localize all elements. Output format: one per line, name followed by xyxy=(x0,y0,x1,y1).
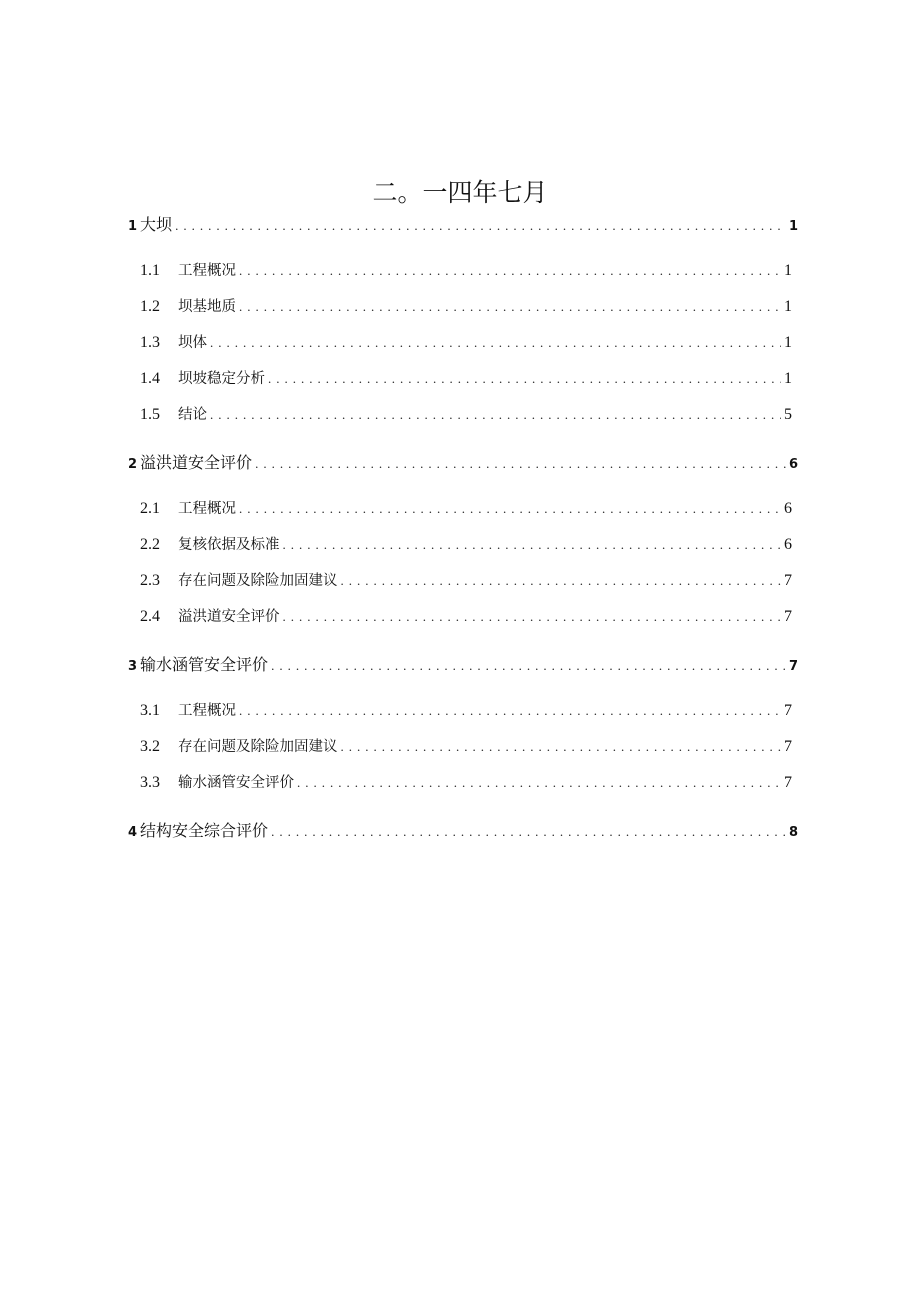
toc-dot-leader xyxy=(210,403,781,427)
toc-number: 1.2 xyxy=(140,298,160,315)
toc-page-number: 1 xyxy=(784,370,792,387)
toc-number: 2.1 xyxy=(140,500,160,517)
toc-number: 3.2 xyxy=(140,738,160,755)
toc-entry-3[interactable] xyxy=(128,653,798,677)
toc-page-number: 6 xyxy=(784,500,792,517)
toc-number: 1 xyxy=(128,219,138,234)
toc-dot-leader xyxy=(271,820,786,844)
toc-page-number: 6 xyxy=(784,536,792,553)
toc-title: 复核依据及标准 xyxy=(178,537,280,553)
toc-number: 3.3 xyxy=(140,774,160,791)
toc-number: 1.1 xyxy=(140,262,160,279)
toc-title: 存在问题及除险加固建议 xyxy=(178,739,338,755)
toc-dot-leader xyxy=(283,533,782,557)
toc-dot-leader xyxy=(297,771,781,795)
toc-entry-1-1[interactable] xyxy=(140,259,792,283)
toc-title: 存在问题及除险加固建议 xyxy=(178,573,338,589)
toc-dot-leader xyxy=(255,452,786,476)
toc-dot-leader xyxy=(175,214,786,238)
toc-dot-leader xyxy=(283,605,782,629)
toc-entry-2-1[interactable] xyxy=(140,497,792,521)
toc-number: 2.2 xyxy=(140,536,160,553)
toc-title: 输水涵管安全评价 xyxy=(140,655,269,674)
toc-dot-leader xyxy=(239,259,781,283)
toc-title: 工程概况 xyxy=(178,501,236,517)
toc-entry-1-4[interactable] xyxy=(140,367,792,391)
toc-number: 4 xyxy=(128,825,138,840)
toc-page-number: 1 xyxy=(784,298,792,315)
toc-page-number: 1 xyxy=(784,262,792,279)
toc-entry-3-3[interactable] xyxy=(140,771,792,795)
toc-title: 坝体 xyxy=(178,335,207,351)
toc-dot-leader xyxy=(271,654,786,678)
toc-entry-2-3[interactable] xyxy=(140,569,792,593)
toc-title: 坝坡稳定分析 xyxy=(178,371,265,387)
toc-dot-leader xyxy=(239,699,781,723)
toc-page-number: 7 xyxy=(784,738,792,755)
toc-dot-leader xyxy=(239,497,781,521)
toc-title: 工程概况 xyxy=(178,703,236,719)
toc-number: 3 xyxy=(128,659,138,674)
toc-entry-1[interactable] xyxy=(128,213,798,237)
toc-number: 1.5 xyxy=(140,406,160,423)
toc-title: 工程概况 xyxy=(178,263,236,279)
toc-entry-2-2[interactable] xyxy=(140,533,792,557)
toc-page-number: 7 xyxy=(784,572,792,589)
toc-page-number: 7 xyxy=(784,702,792,719)
toc-entry-1-3[interactable] xyxy=(140,331,792,355)
toc-entry-3-2[interactable] xyxy=(140,735,792,759)
toc-entry-1-2[interactable] xyxy=(140,295,792,319)
toc-title: 结构安全综合评价 xyxy=(140,821,269,840)
toc-page-number: 1 xyxy=(784,334,792,351)
toc-title: 坝基地质 xyxy=(178,299,236,315)
toc-page-number: 7 xyxy=(788,659,798,674)
toc-page-number: 8 xyxy=(788,825,798,840)
toc-title: 输水涵管安全评价 xyxy=(178,775,294,791)
toc-dot-leader xyxy=(341,735,782,759)
toc-dot-leader xyxy=(341,569,782,593)
toc-title: 溢洪道安全评价 xyxy=(178,609,280,625)
toc-page-number: 5 xyxy=(784,406,792,423)
date-heading: 二。一四年七月 xyxy=(372,178,548,207)
toc-number: 2.3 xyxy=(140,572,160,589)
toc-page-number: 1 xyxy=(788,219,798,234)
toc-entry-4[interactable] xyxy=(128,819,798,843)
toc-number: 2 xyxy=(128,457,138,472)
toc-page-number: 7 xyxy=(784,774,792,791)
toc-page-number: 6 xyxy=(788,457,798,472)
toc-dot-leader xyxy=(239,295,781,319)
toc-entry-2[interactable] xyxy=(128,451,798,475)
toc-entry-2-4[interactable] xyxy=(140,605,792,629)
toc-title: 结论 xyxy=(178,407,207,423)
toc-number: 1.4 xyxy=(140,370,160,387)
toc-title: 大坝 xyxy=(140,215,173,234)
toc-entry-1-5[interactable] xyxy=(140,403,792,427)
toc-title: 溢洪道安全评价 xyxy=(140,453,253,472)
toc-entry-3-1[interactable] xyxy=(140,699,792,723)
toc-number: 3.1 xyxy=(140,702,160,719)
toc-dot-leader xyxy=(268,367,781,391)
toc-number: 1.3 xyxy=(140,334,160,351)
toc-number: 2.4 xyxy=(140,608,160,625)
toc-page-number: 7 xyxy=(784,608,792,625)
toc-dot-leader xyxy=(210,331,781,355)
